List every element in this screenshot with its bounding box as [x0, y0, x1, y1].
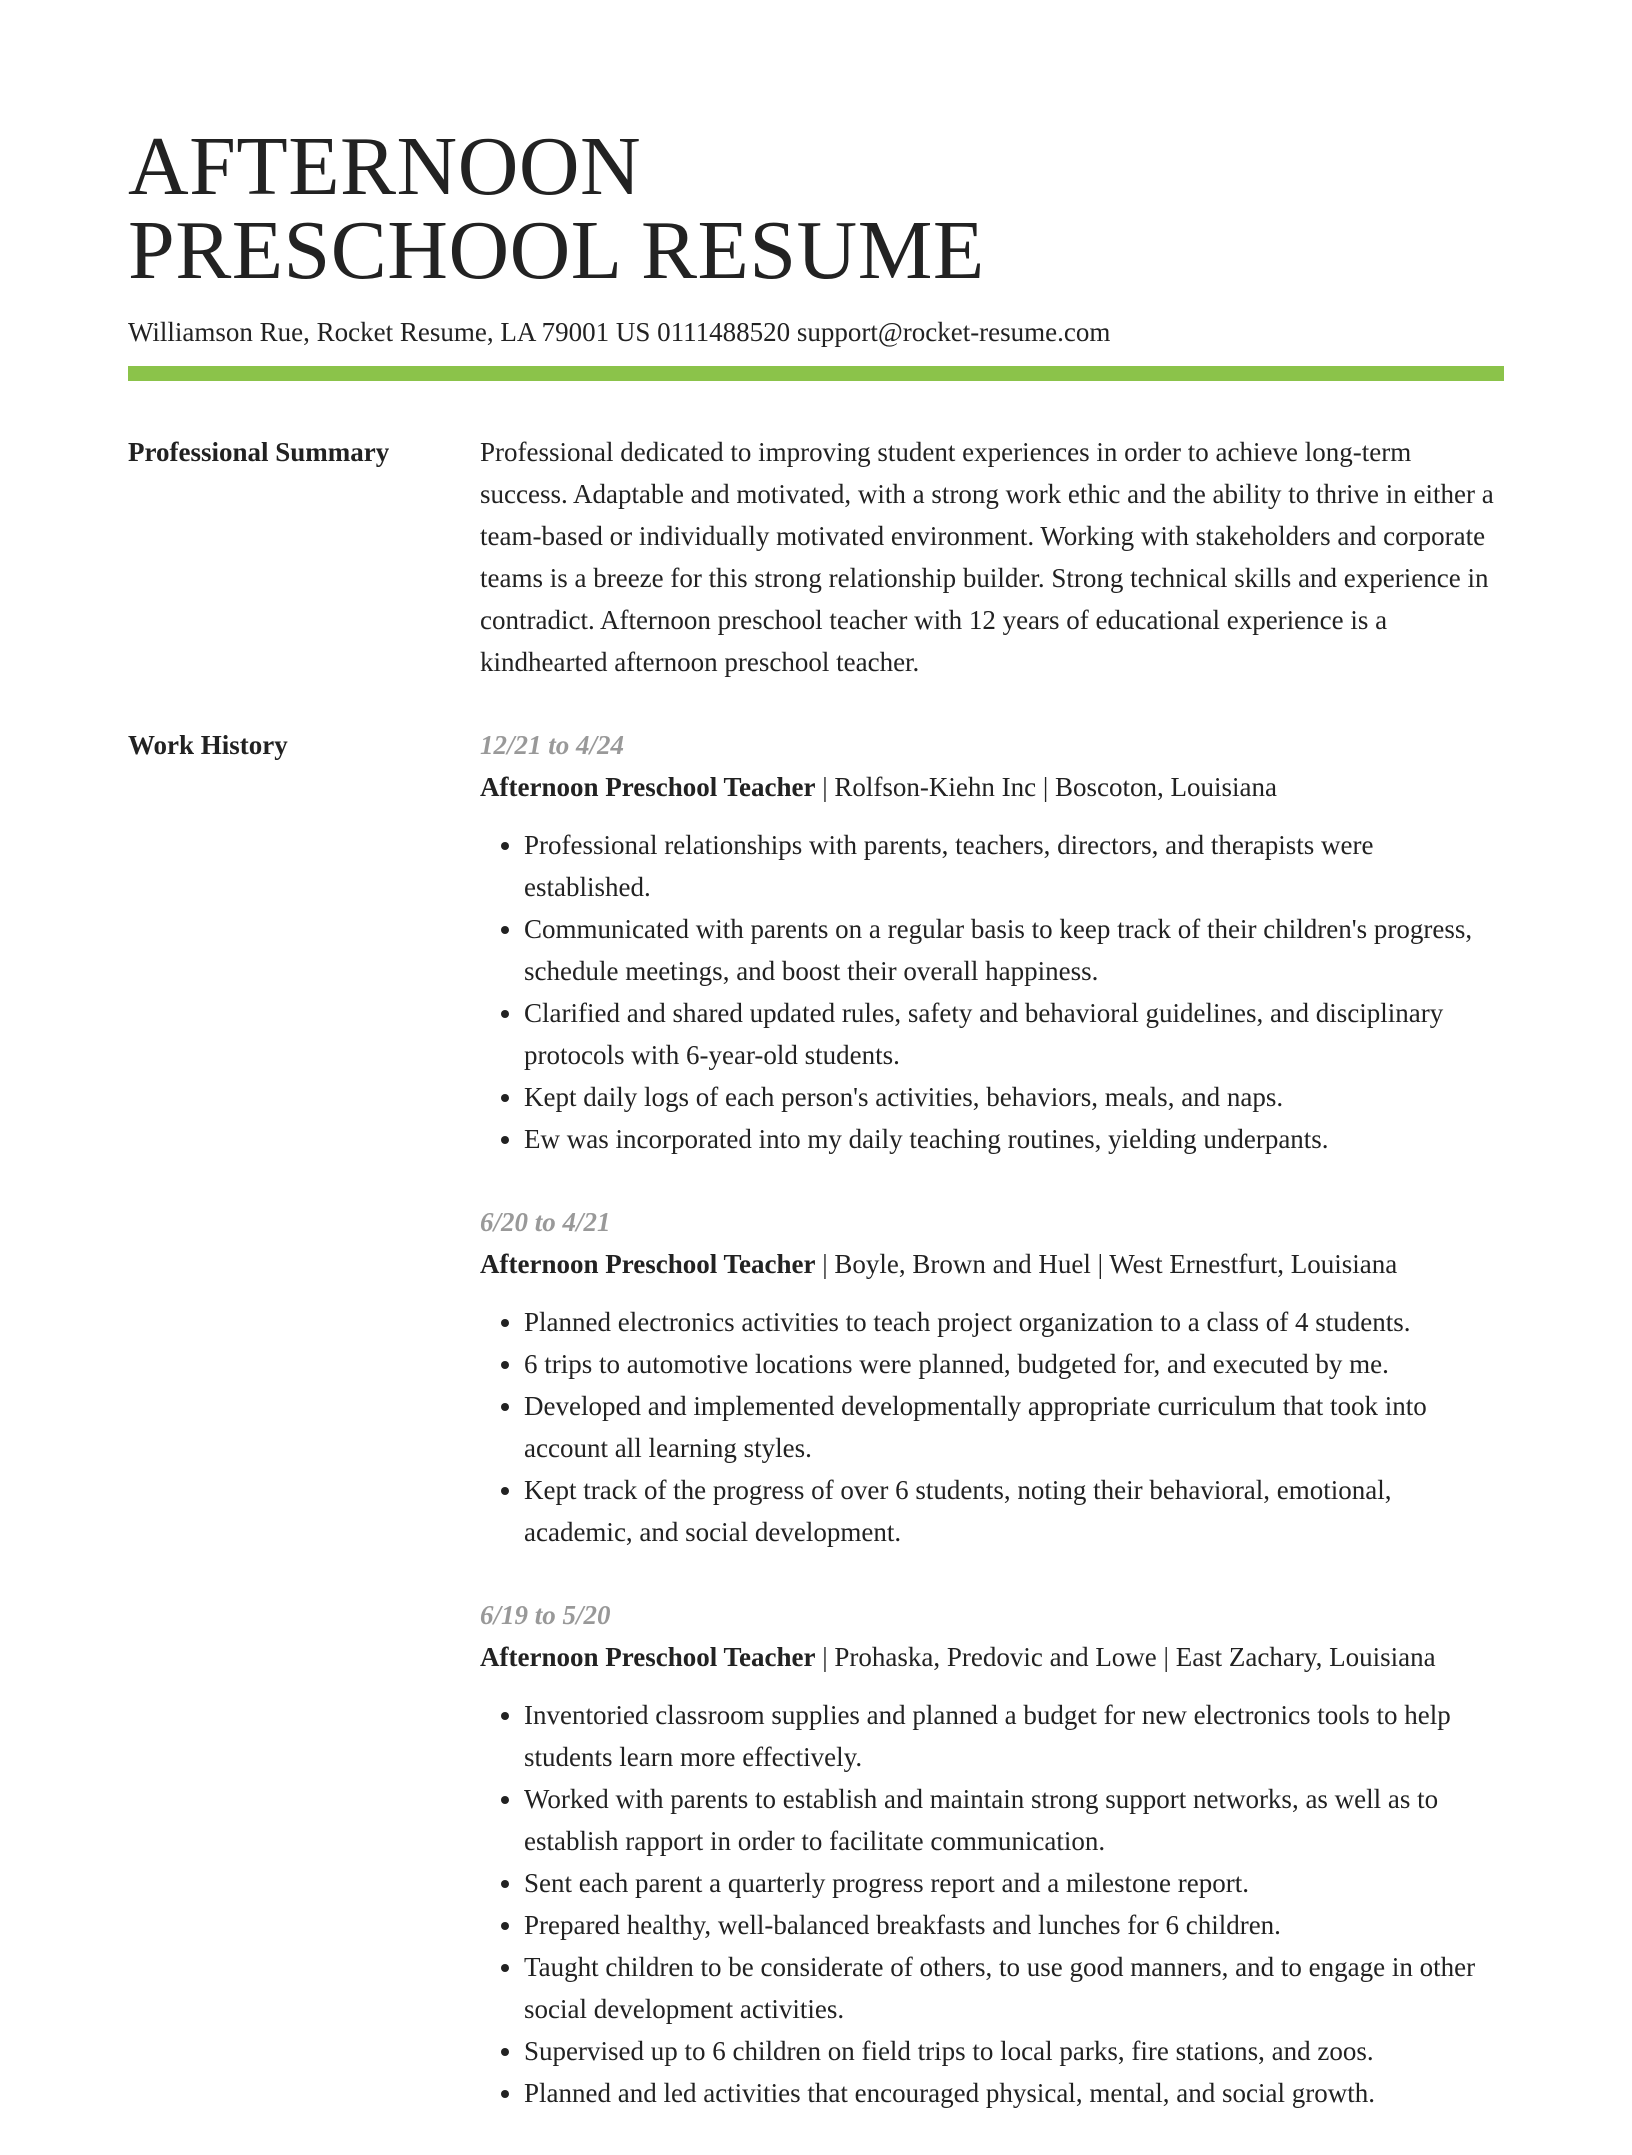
job-bullet: • Communicated with parents on a regular basis to keep track of their children's progress, schedule meetings, and boost their overall happiness. [524, 908, 1504, 992]
job-bullet: • Ew was incorporated into my daily teaching routines, yielding underpants. [524, 1118, 1504, 1160]
job-bullet: • Clarified and shared updated rules, safety and behavioral guidelines, and disciplinary protocols with 6-year-old students. [524, 992, 1504, 1076]
job-dates: 6/19 to 5/20 [480, 1600, 611, 1630]
job-entry [480, 724, 1504, 1160]
job-title: Afternoon Preschool Teacher [480, 772, 816, 802]
section-label-work-history: Work History [128, 730, 288, 760]
job-bullet: • Kept track of the progress of over 6 students, noting their behavioral, emotional, academic, and social development. [524, 1469, 1504, 1553]
resume-title-line-1: AFTERNOON [128, 120, 642, 213]
summary-text: Professional dedicated to improving student experiences in order to achieve long-term success. Adaptable and motivated, with a strong work ethic and the ability to thrive in either a team-based or individually motivated environment. Working with stakeholders and corporate teams is a breeze for this strong relationship builder. Strong technical skills and experience in contradict. Afternoon preschool teacher with 12 years of educational experience is a kindhearted afternoon preschool teacher. [480, 437, 1494, 677]
job-entry [480, 1201, 1504, 1553]
work-history-section [128, 724, 1504, 2155]
job-title: Afternoon Preschool Teacher [480, 1249, 816, 1279]
job-bullet: • Supervised up to 6 children on field trips to local parks, fire stations, and zoos. [524, 2030, 1504, 2072]
job-bullet: • Planned electronics activities to teach project organization to a class of 4 students. [524, 1301, 1504, 1343]
professional-summary-section [128, 431, 1504, 683]
job-heading [480, 1243, 1504, 1285]
resume-title-line-2: PRESCHOOL RESUME [128, 204, 985, 297]
job-employer-location: | Rolfson-Kiehn Inc | Boscoton, Louisiana [815, 772, 1277, 802]
job-bullet: • Sent each parent a quarterly progress report and a milestone report. [524, 1862, 1504, 1904]
resume-title [128, 0, 1504, 297]
contact-info: Williamson Rue, Rocket Resume, LA 79001 US 0111488520 support@rocket-resume.com [128, 317, 1111, 347]
job-bullet: • 6 trips to automotive locations were planned, budgeted for, and executed by me. [524, 1343, 1504, 1385]
accent-divider [128, 366, 1504, 381]
job-bullet: • Kept daily logs of each person's activities, behaviors, meals, and naps. [524, 1076, 1504, 1118]
job-dates: 12/21 to 4/24 [480, 730, 625, 760]
job-bullet: • Professional relationships with parents, teachers, directors, and therapists were established. [524, 824, 1504, 908]
job-entry [480, 1594, 1504, 2114]
section-label-summary: Professional Summary [128, 437, 390, 467]
work-history-list [480, 724, 1504, 2155]
job-employer-location: | Prohaska, Predovic and Lowe | East Zachary, Louisiana [815, 1642, 1436, 1672]
job-bullet: • Prepared healthy, well-balanced breakfasts and lunches for 6 children. [524, 1904, 1504, 1946]
resume-page [128, 0, 1504, 2155]
job-employer-location: | Boyle, Brown and Huel | West Ernestfurt, Louisiana [815, 1249, 1398, 1279]
job-bullet: • Inventoried classroom supplies and planned a budget for new electronics tools to help students learn more effectively. [524, 1694, 1504, 1778]
job-bullet: • Developed and implemented developmentally appropriate curriculum that took into account all learning styles. [524, 1385, 1504, 1469]
job-bullet-list [480, 1694, 1504, 2114]
job-heading [480, 766, 1504, 808]
job-dates: 6/20 to 4/21 [480, 1207, 611, 1237]
job-bullet-list [480, 1301, 1504, 1553]
job-bullet-list [480, 824, 1504, 1160]
job-bullet: • Taught children to be considerate of others, to use good manners, and to engage in other social development activities. [524, 1946, 1504, 2030]
job-bullet: • Planned and led activities that encouraged physical, mental, and social growth. [524, 2072, 1504, 2114]
job-bullet: • Worked with parents to establish and maintain strong support networks, as well as to establish rapport in order to facilitate communication. [524, 1778, 1504, 1862]
job-heading [480, 1636, 1504, 1678]
job-title: Afternoon Preschool Teacher [480, 1642, 816, 1672]
